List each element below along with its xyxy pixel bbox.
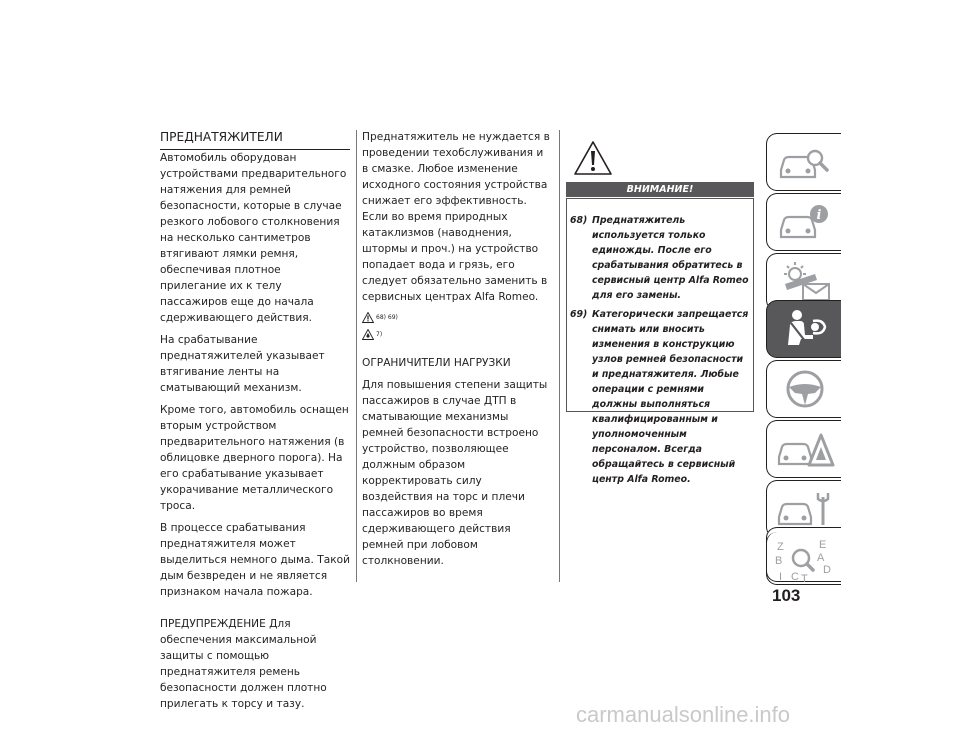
tab-emergency[interactable] — [766, 420, 841, 478]
left-column — [160, 129, 350, 718]
seat-belt-airbag-icon — [775, 307, 835, 351]
index-letter: B — [775, 555, 783, 567]
svg-text:i: i — [816, 208, 822, 223]
caution-reference-number: 7) — [376, 330, 383, 338]
warning-reference-numbers: 68) 69) — [376, 313, 398, 321]
warning-triangle-icon — [362, 312, 374, 323]
index-letter: I — [779, 571, 783, 582]
warning-triangle-icon — [573, 140, 613, 176]
index-letter: D — [823, 564, 831, 576]
index-letter: T — [801, 573, 808, 582]
paragraph: На срабатывание преднатяжителей указывает втягивание ленты на сматывающий механизм. — [160, 334, 325, 394]
warning-item — [570, 213, 752, 303]
warning-header: ВНИМАНИЕ! — [566, 182, 754, 197]
car-search-icon — [775, 140, 835, 184]
watermark: carmanualsonline.info — [576, 702, 791, 727]
paragraph: Автомобиль оборудован устройствами предварительного натяжения для ремней безопасности, которые в случае резкого лобового столкновения на несколько сантиметров втягивают лямки ремня, обеспечивая плотное прилегание их к телу пассажиров еще до начала сдерживающего действия. — [160, 152, 347, 324]
warning-item — [570, 307, 752, 487]
warning-light-envelope-icon — [775, 260, 835, 304]
index-letter: A — [817, 552, 825, 564]
paragraph: Кроме того, автомобиль оснащен вторым устройством предварительного натяжения (в облицовке дверного порога). На его срабатывание указывает укорачивание металлического троса. — [160, 404, 349, 512]
warning-list — [570, 213, 752, 488]
caution-drop-icon — [362, 329, 374, 340]
tab-safety[interactable] — [766, 300, 841, 358]
paragraph: Преднатяжитель не нуждается в проведении техобслуживания и в смазке. Любое изменение исходного состояния устройства снижает его эффективность. Если во время природных катаклизмов (наводнения, штормы и проч.) на устройство попадает вода и грязь, его следует обязательно заменить в сервисных центрах Alfa Romeo. — [362, 131, 550, 303]
steering-wheel-icon — [775, 367, 835, 411]
car-wrench-icon — [775, 487, 835, 531]
section-title-pretensioners: ПРЕДНАТЯЖИТЕЛИ — [160, 129, 350, 150]
caution-paragraph: ПРЕДУПРЕЖДЕНИЕ Для обеспечения максимальной защиты с помощью преднатяжителя ремень безопасности должен плотно прилегать к торсу и тазу. — [160, 618, 327, 710]
tab-index[interactable] — [766, 532, 841, 582]
middle-column — [362, 129, 552, 575]
page-number: 103 — [772, 586, 801, 605]
paragraph: Для повышения степени защиты пассажиров в случае ДТП в сматывающие механизмы ремней безопасности встроено устройство, позволяющее должным образом корректировать силу воздействия на торс и плечи пассажиров во время сдерживающего действия ремней при лобовом столкновении. — [362, 379, 548, 567]
paragraph: В процессе срабатывания преднатяжителя может выделиться немного дыма. Такой дым безвреден и не является признаком начала пожара. — [160, 522, 350, 598]
warning-item-number: 68) — [570, 215, 588, 226]
car-warning-triangle-icon — [775, 427, 835, 471]
warning-item-number: 69) — [570, 309, 588, 320]
warning-item-text: Категорически запрещается снимать или вносить изменения в конструкцию узлов ремней безопасности и преднатяжителя. Любые операции с ремнями должны выполняться квалифицированным и уполномоченным персоналом. Всегда обращайтесь в сервисный центр Alfa Romeo. — [592, 309, 749, 485]
warning-item-text: Преднатяжитель используется только единожды. После его срабатывания обратитесь в сервисный центр Alfa Romeo для его замены. — [592, 215, 749, 301]
tab-car-search[interactable] — [766, 133, 841, 191]
index-letter: C — [791, 571, 799, 582]
tab-starting-driving[interactable] — [766, 360, 841, 418]
caution-reference — [362, 328, 552, 341]
warning-reference — [362, 311, 552, 324]
car-info-icon — [775, 200, 835, 244]
index-letter: E — [819, 539, 827, 551]
section-subtitle-load-limiters: ОГРАНИЧИТЕЛИ НАГРУЗКИ — [362, 357, 511, 369]
column-divider — [356, 130, 357, 582]
column-divider — [559, 130, 560, 582]
alphabetical-index-icon — [775, 538, 835, 582]
tab-car-info[interactable] — [766, 193, 841, 251]
index-letter: Z — [777, 541, 784, 553]
